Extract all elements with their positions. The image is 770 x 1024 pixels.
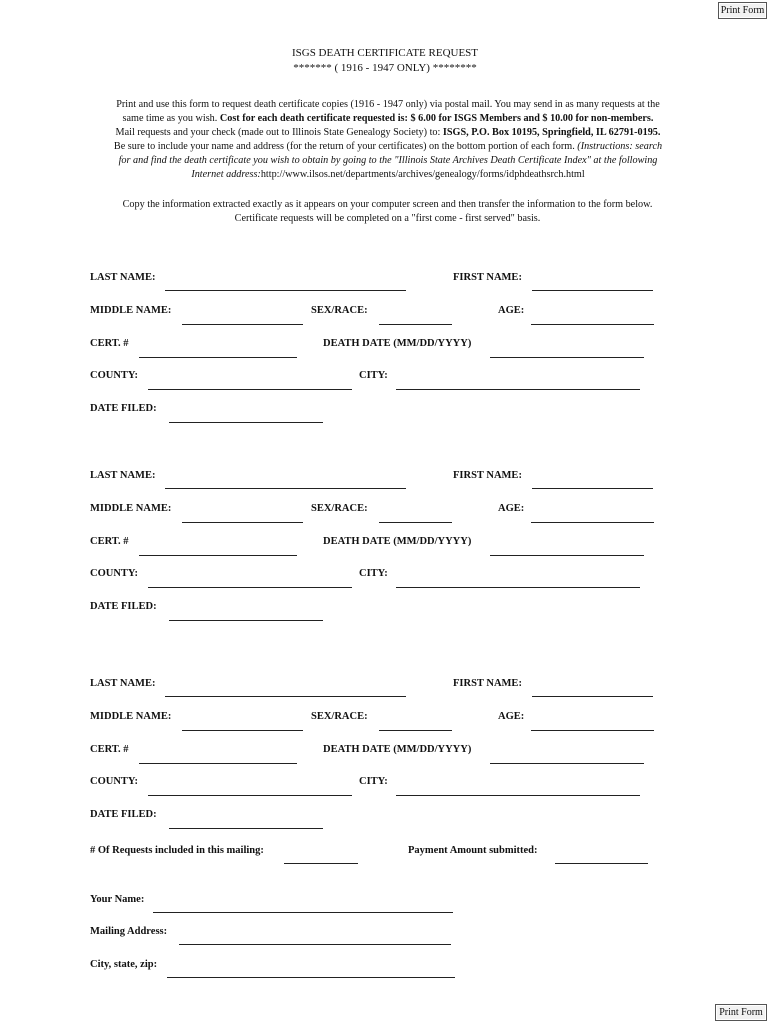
last-name-input-1[interactable] [165, 276, 406, 291]
age-label: AGE: [498, 305, 525, 316]
first-name-label: FIRST NAME: [453, 272, 522, 283]
sex-race-input-3[interactable] [379, 716, 452, 731]
print-form-button-top[interactable]: Print Form [718, 2, 767, 19]
sex-race-label: SEX/RACE: [311, 305, 368, 316]
sex-race-label: SEX/RACE: [311, 711, 368, 722]
county-label: COUNTY: [90, 776, 139, 787]
your-name-input[interactable] [153, 898, 453, 913]
form-subtitle: ******* ( 1916 - 1947 ONLY) ******** [293, 62, 477, 74]
county-input-2[interactable] [148, 573, 352, 588]
county-label: COUNTY: [90, 568, 139, 579]
cert-number-input-2[interactable] [139, 541, 297, 556]
middle-name-label: MIDDLE NAME: [90, 503, 172, 514]
last-name-input-2[interactable] [165, 474, 406, 489]
death-date-label: DEATH DATE (MM/DD/YYYY) [323, 338, 472, 349]
last-name-label: LAST NAME: [90, 470, 156, 481]
city-state-zip-label: City, state, zip: [90, 959, 158, 970]
copy-instructions-line-2: Certificate requests will be completed on a "first come - first served" basis. [234, 213, 541, 224]
copy-instructions [60, 198, 715, 226]
intro-line-4-plain: Be sure to include your name and address (for the return of your certificates) on the bottom portion of each form. [113, 141, 578, 152]
last-name-input-3[interactable] [165, 682, 406, 697]
middle-name-label: MIDDLE NAME: [90, 711, 172, 722]
mailing-address-input[interactable] [179, 930, 451, 945]
death-date-input-3[interactable] [490, 749, 644, 764]
cert-number-input-3[interactable] [139, 749, 297, 764]
age-input-2[interactable] [531, 508, 654, 523]
intro-line-1: Print and use this form to request death certificate copies (1916 - 1947 only) via postal mail. You may send in as many requests at the [116, 99, 660, 110]
intro-paragraph [74, 98, 702, 182]
intro-line-3 [74, 126, 702, 140]
middle-name-input-3[interactable] [182, 716, 303, 731]
last-name-label: LAST NAME: [90, 272, 156, 283]
cert-number-input-1[interactable] [139, 343, 297, 358]
last-name-label: LAST NAME: [90, 678, 156, 689]
archives-url: http://www.ilsos.net/departments/archives/genealogy/forms/idphdeathsrch.html [260, 169, 585, 180]
age-input-1[interactable] [531, 310, 654, 325]
death-date-label: DEATH DATE (MM/DD/YYYY) [323, 744, 472, 755]
intro-line-4-italic: (Instructions: search [577, 141, 663, 152]
age-input-3[interactable] [531, 716, 654, 731]
city-label: CITY: [359, 776, 388, 787]
date-filed-label: DATE FILED: [90, 809, 157, 820]
date-filed-input-2[interactable] [169, 606, 323, 621]
sex-race-input-1[interactable] [379, 310, 452, 325]
sex-race-input-2[interactable] [379, 508, 452, 523]
first-name-input-2[interactable] [532, 474, 653, 489]
your-name-label: Your Name: [90, 894, 145, 905]
death-date-input-1[interactable] [490, 343, 644, 358]
cert-number-label: CERT. # [90, 536, 129, 547]
city-state-zip-input[interactable] [167, 963, 455, 978]
intro-line-5-italic: for and find the death certificate you wish to obtain by going to the "Illinois State Archives Death Certificate Index" at the following [118, 155, 658, 166]
county-input-1[interactable] [148, 375, 352, 390]
county-input-3[interactable] [148, 781, 352, 796]
num-requests-label: # Of Requests included in this mailing: [90, 845, 264, 856]
age-label: AGE: [498, 711, 525, 722]
intro-cost-text: Cost for each death certificate requested is: $ 6.00 for ISGS Members and $ 10.00 for non-members. [219, 113, 654, 124]
date-filed-input-1[interactable] [169, 408, 323, 423]
date-filed-label: DATE FILED: [90, 601, 157, 612]
form-title: ISGS DEATH CERTIFICATE REQUEST [291, 47, 479, 59]
intro-line-5 [74, 154, 702, 168]
intro-line-6-italic: Internet address: [191, 169, 261, 180]
payment-amount-input[interactable] [555, 849, 648, 864]
intro-mailing-address: ISGS, P.O. Box 10195, Springfield, IL 62791-0195. [442, 127, 661, 138]
middle-name-input-2[interactable] [182, 508, 303, 523]
first-name-input-3[interactable] [532, 682, 653, 697]
first-name-label: FIRST NAME: [453, 678, 522, 689]
city-input-2[interactable] [396, 573, 640, 588]
intro-line-3-plain: Mail requests and your check (made out to Illinois State Genealogy Society) to: [115, 127, 443, 138]
payment-amount-label: Payment Amount submitted: [408, 845, 538, 856]
city-label: CITY: [359, 370, 388, 381]
city-input-3[interactable] [396, 781, 640, 796]
city-input-1[interactable] [396, 375, 640, 390]
num-requests-input[interactable] [284, 849, 358, 864]
first-name-label: FIRST NAME: [453, 470, 522, 481]
age-label: AGE: [498, 503, 525, 514]
copy-instructions-line-1: Copy the information extracted exactly as it appears on your computer screen and then transfer the information to the form below. [122, 199, 653, 210]
city-label: CITY: [359, 568, 388, 579]
death-date-input-2[interactable] [490, 541, 644, 556]
sex-race-label: SEX/RACE: [311, 503, 368, 514]
middle-name-label: MIDDLE NAME: [90, 305, 172, 316]
cert-number-label: CERT. # [90, 744, 129, 755]
intro-line-4 [74, 140, 702, 154]
intro-line-6 [74, 168, 702, 182]
first-name-input-1[interactable] [532, 276, 653, 291]
mailing-address-label: Mailing Address: [90, 926, 168, 937]
county-label: COUNTY: [90, 370, 139, 381]
middle-name-input-1[interactable] [182, 310, 303, 325]
date-filed-input-3[interactable] [169, 814, 323, 829]
death-date-label: DEATH DATE (MM/DD/YYYY) [323, 536, 472, 547]
date-filed-label: DATE FILED: [90, 403, 157, 414]
intro-line-2 [74, 112, 702, 126]
print-form-button-bottom[interactable]: Print Form [715, 1004, 767, 1021]
intro-line-2-plain: same time as you wish. [122, 113, 220, 124]
cert-number-label: CERT. # [90, 338, 129, 349]
